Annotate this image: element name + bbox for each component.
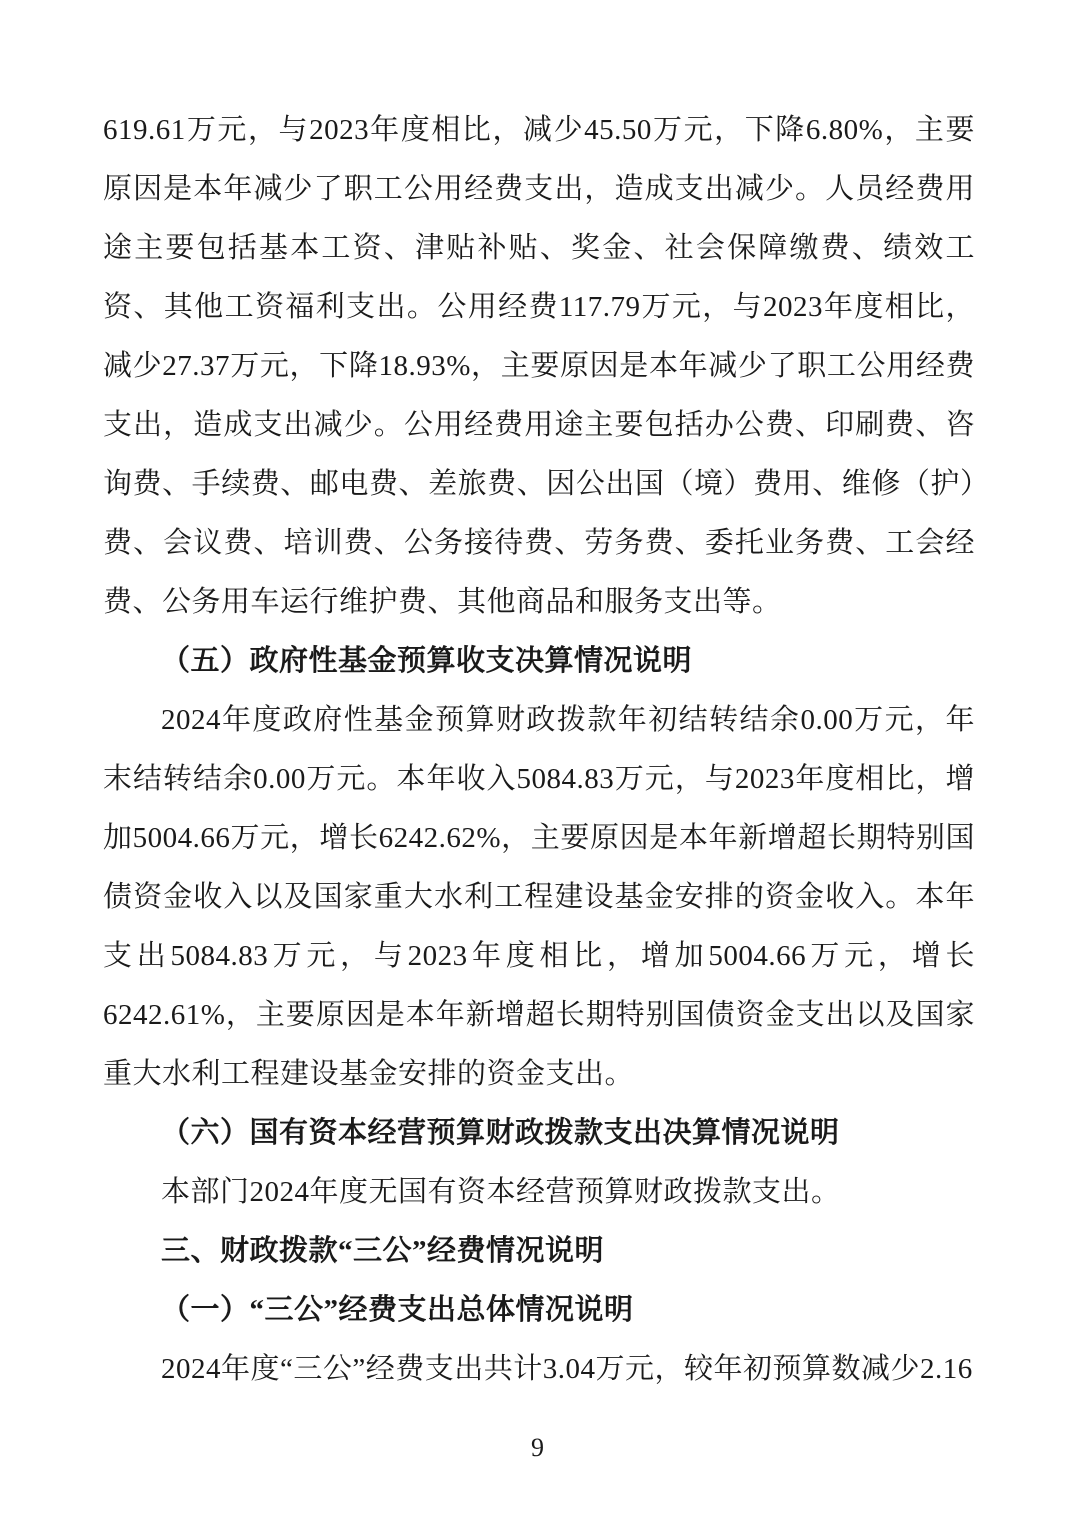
heading-section-5-government-fund-budget: （五）政府性基金预算收支决算情况说明	[161, 645, 693, 677]
document-body	[103, 101, 975, 1399]
heading-section-6-state-capital-budget: （六）国有资本经营预算财政拨款支出决算情况说明	[161, 1117, 840, 1149]
paragraph-state-capital-budget-detail: 本部门2024年度无国有资本经营预算财政拨款支出。	[161, 1176, 841, 1208]
heading-section-1-three-public-overview: （一）“三公”经费支出总体情况说明	[161, 1294, 634, 1326]
paragraph-budget-expense-continuation: 619.61万元，与2023年度相比，减少45.50万元，下降6.80%，主要原因是本年减少了职工公用经费支出，造成支出减少。人员经费用途主要包括基本工资、津贴补贴、奖金、社会保障缴费、绩效工资、其他工资福利支出。公用经费117.79万元，与2023年度相比，减少27.37万元，下降18.93%，主要原因是本年减少了职工公用经费支出，造成支出减少。公用经费用途主要包括办公费、印刷费、咨询费、手续费、邮电费、差旅费、因公出国（境）费用、维修（护）费、会议费、培训费、公务接待费、劳务费、委托业务费、工会经费、公务用车运行维护费、其他商品和服务支出等。	[103, 114, 975, 618]
page-number: 9	[531, 1433, 544, 1462]
paragraph-three-public-expense-detail: 2024年度“三公”经费支出共计3.04万元，较年初预算数减少2.16	[161, 1353, 973, 1385]
paragraph-government-fund-budget-detail: 2024年度政府性基金预算财政拨款年初结转结余0.00万元，年末结转结余0.00万元。本年收入5084.83万元，与2023年度相比，增加5004.66万元，增长6242.62%，主要原因是本年新增超长期特别国债资金收入以及国家重大水利工程建设基金安排的资金收入。本年支出5084.83万元，与2023年度相比，增加5004.66万元，增长6242.61%，主要原因是本年新增超长期特别国债资金支出以及国家重大水利工程建设基金安排的资金支出。	[103, 704, 975, 1090]
heading-part-3-three-public-funds: 三、财政拨款“三公”经费情况说明	[161, 1235, 605, 1267]
